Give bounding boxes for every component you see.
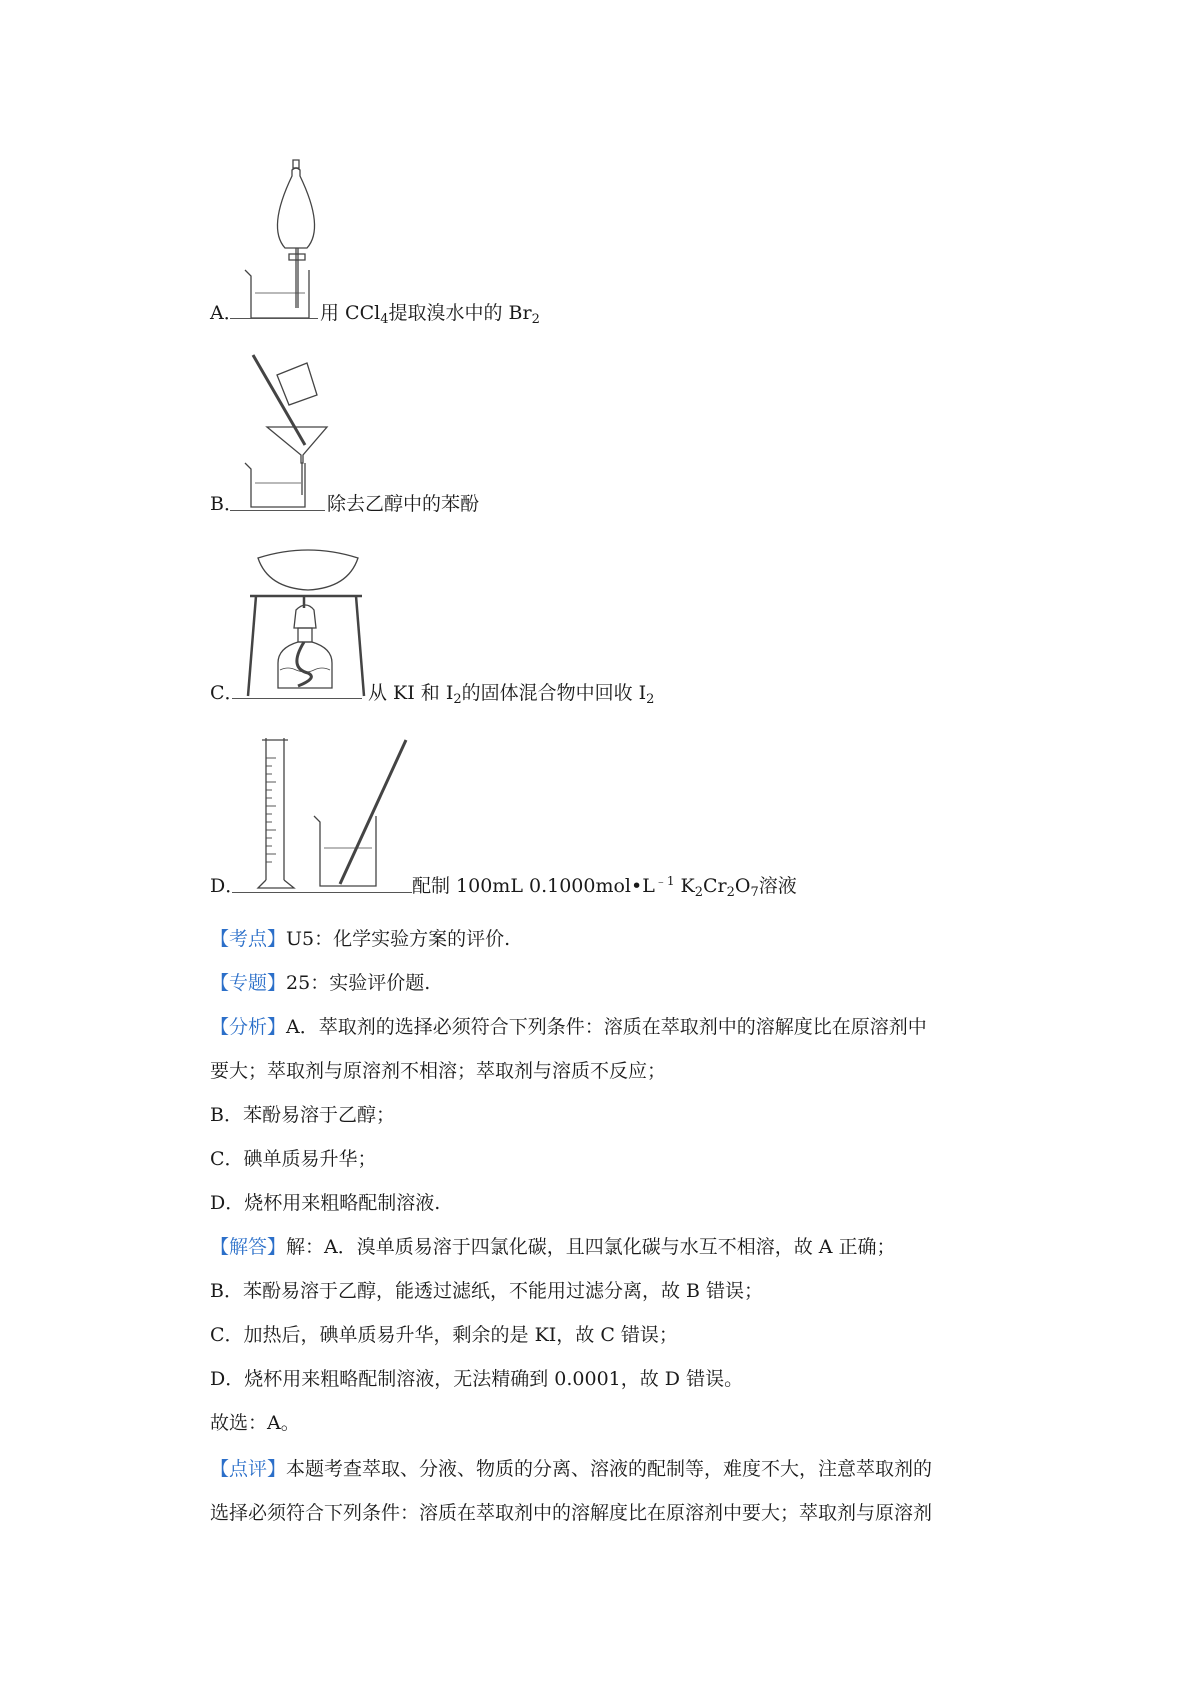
jieda-d: D．烧杯用来粗略配制溶液，无法精确到 0.0001，故 D 错误。: [210, 1368, 744, 1390]
option-caption: 从 KI 和 $I_2$的固体混合物中回收 $I_2$: [368, 682, 655, 707]
kaodian-text: U5：化学实验方案的评价.: [286, 928, 511, 950]
jieda-b: B．苯酚易溶于乙醇，能透过滤纸，不能用过滤分离，故 B 错误；: [210, 1280, 764, 1302]
separatory-funnel-icon: [245, 158, 325, 320]
option-letter: A．: [210, 302, 243, 324]
option-caption: 配制 100mL $0.1000mol•L^{﹣1}$ $K_2Cr_2O_7$溶液: [412, 874, 797, 900]
jieda-tag: 【解答】: [210, 1236, 287, 1258]
fenxi-line-2: 要大；萃取剂与原溶剂不相溶；萃取剂与溶质不反应；: [210, 1060, 667, 1082]
figure-baseline: [230, 510, 325, 511]
evaporating-dish-icon: [248, 548, 368, 698]
graduated-cylinder-icon: [258, 738, 428, 890]
fenxi-b: B．苯酚易溶于乙醇；: [210, 1104, 395, 1126]
fenxi-d: D．烧杯用来粗略配制溶液.: [210, 1192, 441, 1214]
option-letter: D．: [210, 875, 245, 897]
dianping-line-1: 【点评】本题考查萃取、分液、物质的分离、溶液的配制等，难度不大，注意萃取剂的: [210, 1458, 933, 1480]
figure-baseline: [232, 698, 362, 699]
kaodian-tag: 【考点】: [210, 928, 287, 950]
filtration-icon: [245, 355, 325, 510]
fenxi-tag: 【分析】: [210, 1016, 287, 1038]
fenxi-line-1: 【分析】A．萃取剂的选择必须符合下列条件：溶质在萃取剂中的溶解度比在原溶剂中: [210, 1016, 927, 1038]
dianping-line-2: 选择必须符合下列条件：溶质在萃取剂中的溶解度比在原溶剂中要大；萃取剂与原溶剂: [210, 1502, 933, 1524]
jieda-line-a: 【解答】解：A．溴单质易溶于四氯化碳，且四氯化碳与水互不相溶，故 A 正确；: [210, 1236, 896, 1258]
option-caption: 用 CCl$_4$提取溴水中的 $Br_2$: [320, 302, 540, 327]
option-caption: 除去乙醇中的苯酚: [327, 493, 480, 515]
figure-baseline: [230, 318, 318, 319]
zhuanti-line: [210, 964, 1030, 1002]
kaodian-line: [210, 920, 1030, 958]
jieda-c: C．加热后，碘单质易升华，剩余的是 KI，故 C 错误；: [210, 1324, 678, 1346]
option-letter: B．: [210, 493, 243, 515]
zhuanti-text: 25：实验评价题.: [286, 972, 431, 994]
option-letter: C．: [210, 682, 244, 704]
figure-baseline: [232, 892, 412, 893]
zhuanti-tag: 【专题】: [210, 972, 287, 994]
jieda-choice: 故选：A。: [210, 1412, 300, 1434]
dianping-tag: 【点评】: [210, 1458, 287, 1480]
fenxi-c: C．碘单质易升华；: [210, 1148, 377, 1170]
